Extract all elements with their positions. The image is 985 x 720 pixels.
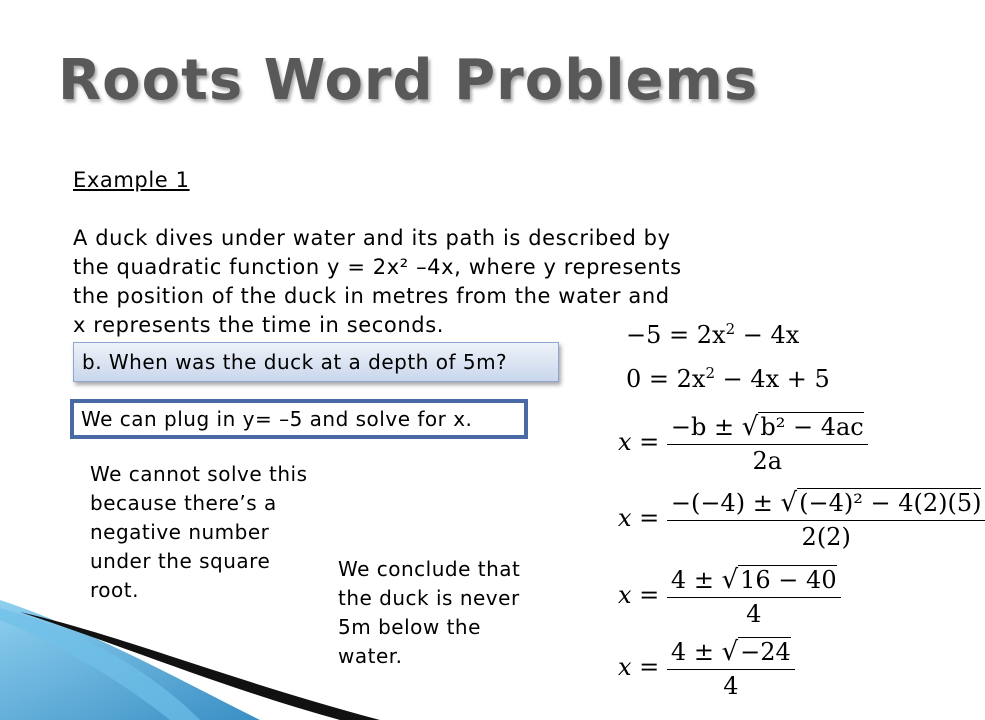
radicand: b² − 4ac [760,413,864,441]
num-prefix: −(−4) ± [670,489,781,517]
eq1-lhs: −5 = 2x [626,321,726,349]
problem-line: the quadratic function y = 2x² –4x, where y represents [73,255,682,279]
denominator: 4 [723,672,739,700]
example-label: Example 1 [73,168,190,192]
answer-box: We can plug in y= –5 and solve for x. [70,399,528,439]
radicand: 16 − 40 [740,566,837,594]
slide-title: Roots Word Problems [58,48,759,113]
eq2-rhs: − 4x + 5 [715,365,830,393]
substituted-formula: x = $\frac{\text{−(−4) ± √(−4)² − 4(2)(5)}}{2(2)}$ [618,488,985,551]
note-left: We cannot solve this because there’s a negative number under the square root. [90,462,308,602]
fraction: $\frac{4 \pm √-24}{4}$ [667,637,795,700]
decorative-swoosh [0,590,420,720]
eq1-rhs: − 4x [735,321,800,349]
note-right: We conclude that the duck is never 5m below the water. [338,557,521,668]
problem-line: A duck dives under water and its path is described by [73,226,671,250]
equation-2: $0 = 2x^2 - 4x + 5$ [626,364,830,393]
problem-line: x represents the time in seconds. [73,313,445,337]
eq2-lhs: 0 = 2x [626,365,706,393]
problem-line: the position of the duck in metres from the water and [73,284,670,308]
equation-1: $-5 = 2x^2 - 4x$ [626,320,800,349]
simplified-formula: x = $\frac{4 \pm √16 - 40}{4}$ [618,565,841,628]
question-box: b. When was the duck at a depth of 5m? [73,342,559,382]
denominator: 2a [752,447,783,475]
num-prefix: 4 ± [670,638,722,666]
num-prefix: 4 ± [670,566,722,594]
num-prefix: −b ± [670,413,742,441]
problem-text [73,166,733,340]
fraction: $\frac{4 \pm √16 - 40}{4}$ [667,565,841,628]
radicand: (−4)² − 4(2)(5) [799,489,982,517]
quadratic-formula: x = $\frac{\text{−b ± √b² − 4ac}}{2a}$ [618,412,868,475]
radicand: −24 [740,638,791,666]
final-formula: x = $\frac{4 \pm √-24}{4}$ [618,637,795,700]
denominator: 4 [746,600,762,628]
fraction: $\frac{\text{−(−4) ± √(−4)² − 4(2)(5)}}{2(2)}$ [667,488,985,551]
fraction: $\frac{\text{−b ± √b² − 4ac}}{2a}$ [667,412,868,475]
denominator: 2(2) [801,523,851,551]
